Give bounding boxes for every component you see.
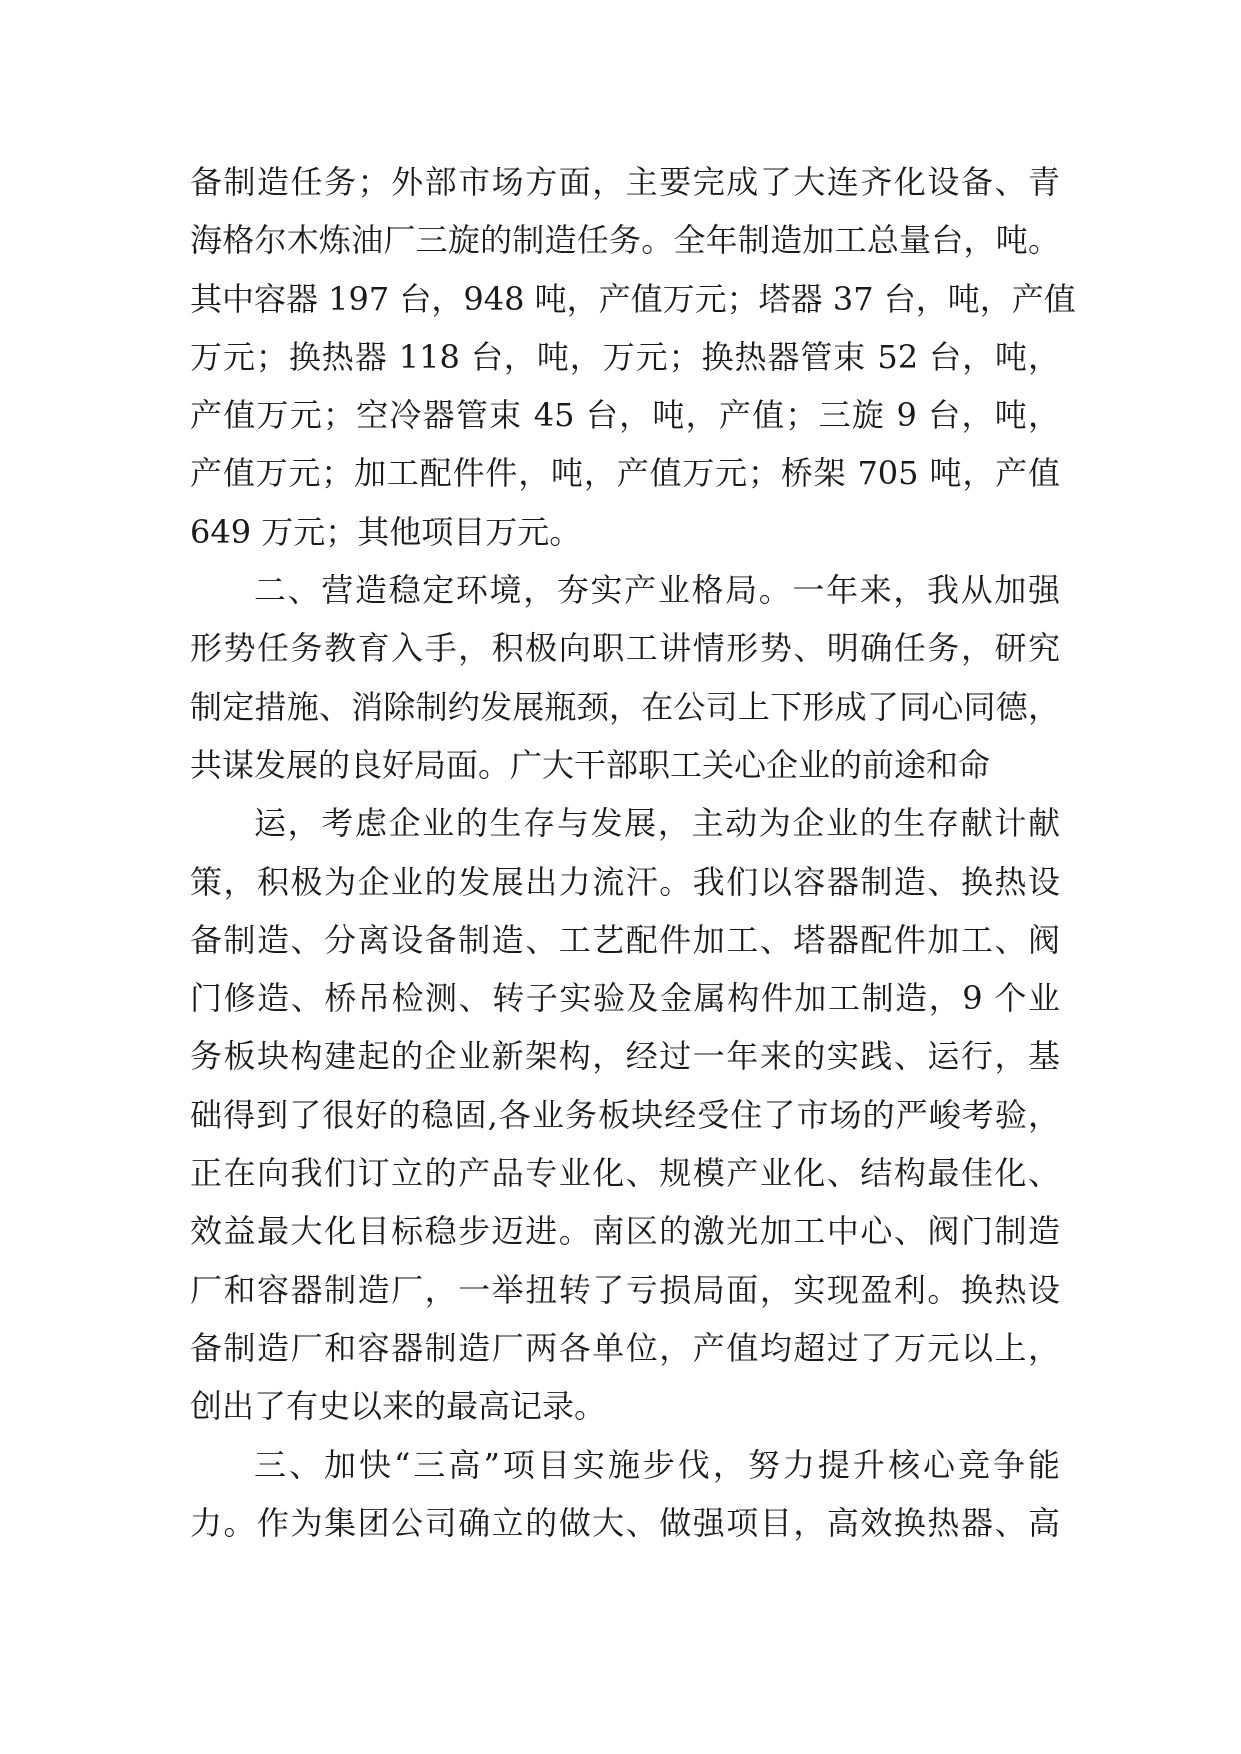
text-line-4: 万元；换热器 118 台，吨，万元；换热器管束 52 台，吨， (190, 337, 1060, 376)
text-line-21: 备制造厂和容器制造厂两各单位，产值均超过了万元以上， (190, 1328, 1060, 1367)
text-line-1: 备制造任务；外部市场方面，主要完成了大连齐化设备、青 (190, 163, 1060, 201)
text-line-19: 效益最大化目标稳步迈进。南区的激光加工中心、阀门制造 (190, 1212, 1060, 1251)
document-body (190, 153, 1076, 1552)
text-line-23: 三、加快“三高”项目实施步伐，努力提升核心竞争能 (254, 1445, 1060, 1484)
text-line-16: 务板块构建起的企业新架构，经过一年来的实践、运行，基 (190, 1037, 1060, 1076)
text-line-3: 其中容器 197 台，948 吨，产值万元；塔器 37 台，吨，产值 (190, 279, 1076, 318)
text-line-2: 海格尔木炼油厂三旋的制造任务。全年制造加工总量台，吨。 (190, 221, 1060, 260)
text-line-5: 产值万元；空冷器管束 45 台，吨，产值；三旋 9 台，吨， (190, 396, 1060, 435)
text-line-24: 力。作为集团公司确立的做大、做强项目，高效换热器、高 (190, 1503, 1060, 1542)
text-line-14: 备制造、分离设备制造、工艺配件加工、塔器配件加工、阀 (190, 920, 1060, 959)
text-line-8: 二、营造稳定环境，夯实产业格局。一年来，我从加强 (254, 571, 1060, 610)
text-line-6: 产值万元；加工配件件，吨，产值万元；桥架 705 吨，产值 (190, 454, 1060, 493)
text-line-18: 正在向我们订立的产品专业化、规模产业化、结构最佳化、 (190, 1154, 1060, 1193)
text-line-13: 策，积极为企业的发展出力流汗。我们以容器制造、换热设 (190, 862, 1060, 901)
text-line-20: 厂和容器制造厂，一举扭转了亏损局面，实现盈利。换热设 (190, 1270, 1060, 1309)
text-line-11: 共谋发展的良好局面。广大干部职工关心企业的前途和命 (190, 745, 991, 784)
text-line-12: 运，考虑企业的生存与发展，主动为企业的生存献计献 (254, 804, 1060, 843)
text-line-15: 门修造、桥吊检测、转子实验及金属构件加工制造，9 个业 (190, 979, 1060, 1018)
text-line-22: 创出了有史以来的最高记录。 (190, 1387, 607, 1426)
text-line-7: 649 万元；其他项目万元。 (190, 512, 582, 551)
text-line-9: 形势任务教育入手，积极向职工讲情形势、明确任务，研究 (190, 629, 1060, 668)
text-line-17: 础得到了很好的稳固,各业务板块经受住了市场的严峻考验， (190, 1095, 1060, 1134)
text-line-10: 制定措施、消除制约发展瓶颈，在公司上下形成了同心同德， (190, 687, 1060, 726)
